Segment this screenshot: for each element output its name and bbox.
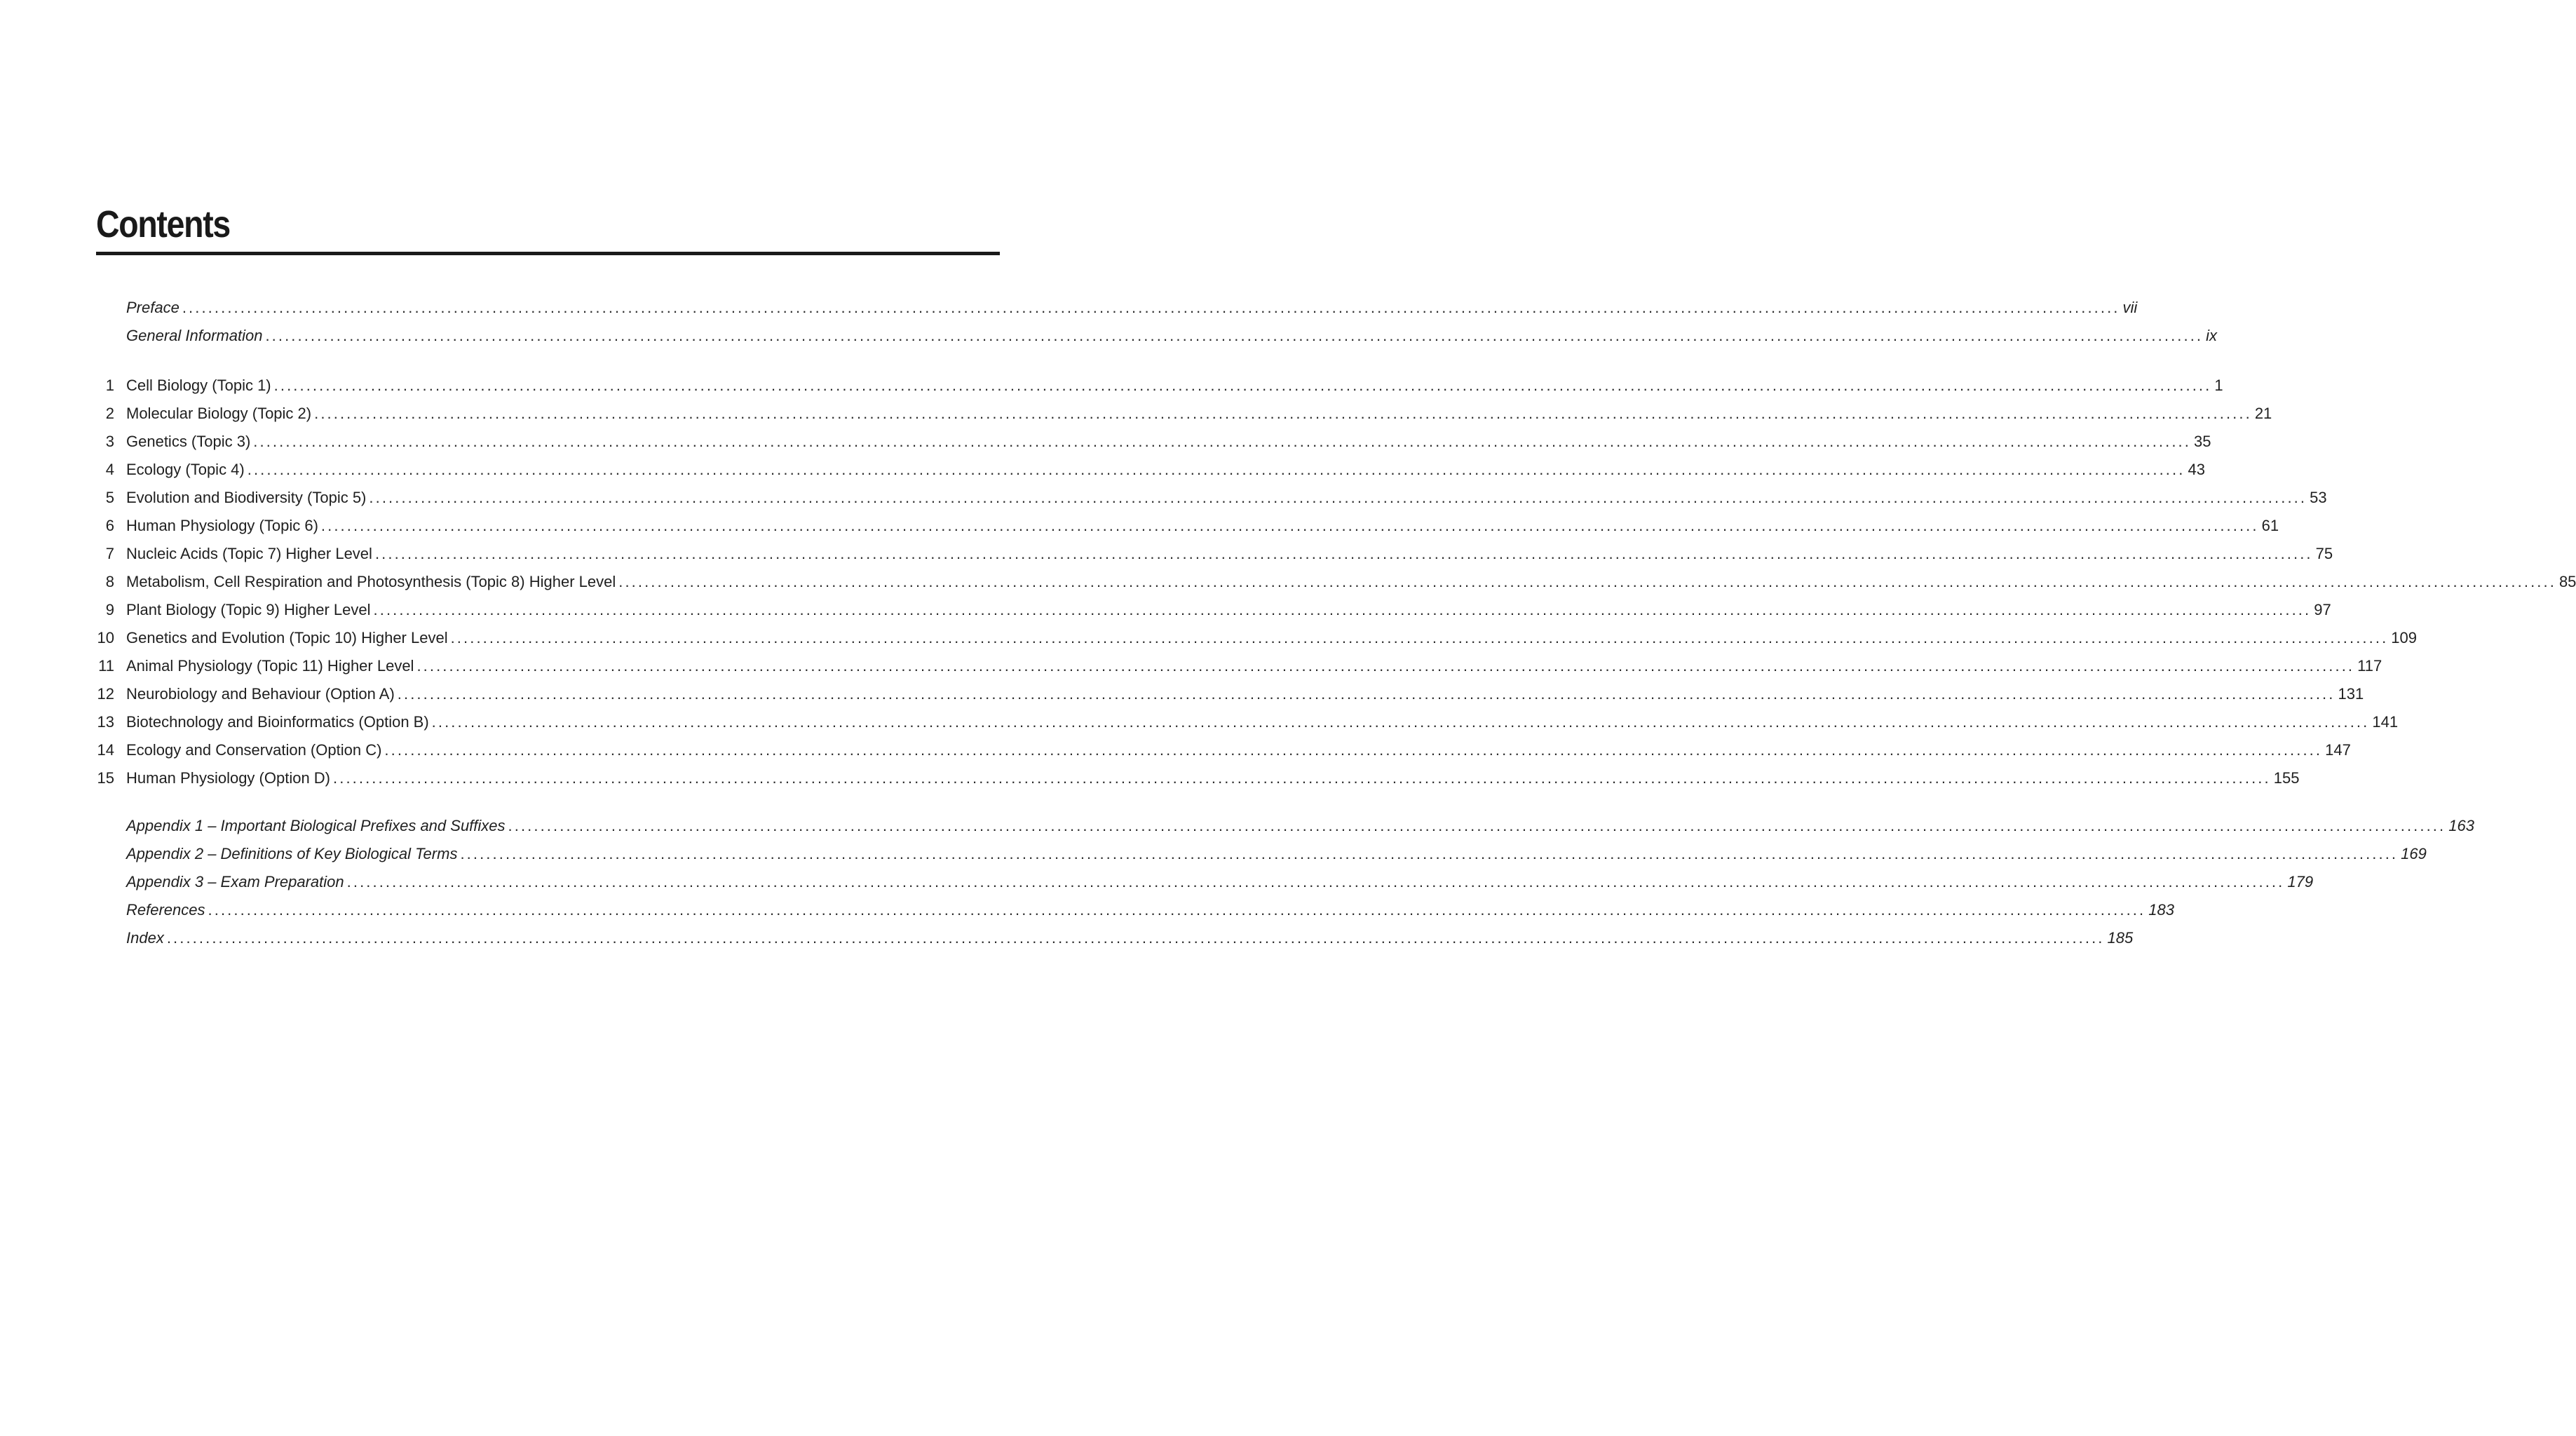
chapter-item[interactable] <box>96 456 2205 484</box>
toc-entry <box>126 322 2218 350</box>
chapter-item[interactable] <box>96 484 2327 512</box>
dot-leader: ............................................................................................................................................................................................................................................................................................................ <box>508 817 2446 834</box>
back-matter-item[interactable] <box>96 924 2134 952</box>
chapter-item[interactable] <box>96 680 2364 708</box>
dot-leader: ............................................................................................................................................................................................................................................................................................................ <box>431 713 2370 731</box>
entry-page-number: 117 <box>2357 657 2382 675</box>
entry-title: Plant Biology (Topic 9) Higher Level <box>126 601 371 618</box>
toc-entry <box>126 484 2327 512</box>
dot-leader: ............................................................................................................................................................................................................................................................................................................ <box>416 657 2355 675</box>
dot-leader: ............................................................................................................................................................................................................................................................................................................ <box>265 327 2204 344</box>
title-rule <box>96 252 1000 255</box>
chapter-number: 13 <box>97 713 114 731</box>
entry-page-number: 97 <box>2314 601 2331 618</box>
chapter-item[interactable] <box>96 652 2382 680</box>
toc-entry <box>126 596 2331 624</box>
chapter-item[interactable] <box>96 596 2331 624</box>
toc-entry <box>126 896 2174 924</box>
entry-title: Molecular Biology (Topic 2) <box>126 405 312 422</box>
dot-leader: ............................................................................................................................................................................................................................................................................................................ <box>182 299 2120 316</box>
toc-entry <box>126 812 2474 840</box>
dot-leader: ............................................................................................................................................................................................................................................................................................................ <box>314 405 2252 422</box>
entry-page-number: 179 <box>2287 873 2314 890</box>
dot-leader: ............................................................................................................................................................................................................................................................................................................ <box>369 489 2307 506</box>
dot-leader: ............................................................................................................................................................................................................................................................................................................ <box>384 741 2323 759</box>
toc-entry <box>126 764 2300 792</box>
chapter-item[interactable] <box>96 428 2211 456</box>
chapter-number: 8 <box>105 573 114 590</box>
entry-page-number: 147 <box>2325 741 2351 759</box>
toc-entry <box>126 708 2399 736</box>
entry-page-number: 141 <box>2372 713 2399 731</box>
chapter-number: 11 <box>98 657 114 675</box>
entry-page-number: 53 <box>2310 489 2327 506</box>
entry-title: Genetics (Topic 3) <box>126 433 251 450</box>
front-matter-list <box>96 294 2218 350</box>
toc-entry <box>126 652 2382 680</box>
toc-entry <box>126 400 2272 428</box>
chapter-number: 5 <box>105 489 114 506</box>
entry-title: Appendix 1 – Important Biological Prefixes and Suffixes <box>126 817 506 834</box>
front-matter-item[interactable] <box>96 322 2218 350</box>
chapter-number: 14 <box>97 741 114 759</box>
dot-leader: ............................................................................................................................................................................................................................................................................................................ <box>374 545 2313 562</box>
entry-page-number: 169 <box>2401 845 2427 862</box>
chapter-number: 10 <box>97 629 114 646</box>
entry-title: Ecology and Conservation (Option C) <box>126 741 382 759</box>
back-matter-item[interactable] <box>96 896 2174 924</box>
chapter-item[interactable] <box>96 512 2279 540</box>
chapter-item[interactable] <box>96 764 2300 792</box>
entry-title: Nucleic Acids (Topic 7) Higher Level <box>126 545 372 562</box>
entry-page-number: 43 <box>2188 461 2205 478</box>
dot-leader: ............................................................................................................................................................................................................................................................................................................ <box>460 845 2399 862</box>
entry-title: Genetics and Evolution (Topic 10) Higher Level <box>126 629 448 646</box>
chapter-number: 3 <box>105 433 114 450</box>
entry-page-number: 163 <box>2448 817 2474 834</box>
entry-title: Evolution and Biodiversity (Topic 5) <box>126 489 367 506</box>
dot-leader: ............................................................................................................................................................................................................................................................................................................ <box>450 629 2389 646</box>
front-matter-item[interactable] <box>96 294 2138 322</box>
entry-title: Animal Physiology (Topic 11) Higher Level <box>126 657 414 675</box>
chapter-item[interactable] <box>96 708 2399 736</box>
dot-leader: ............................................................................................................................................................................................................................................................................................................ <box>320 517 2259 534</box>
entry-title: Preface <box>126 299 179 316</box>
dot-leader: ............................................................................................................................................................................................................................................................................................................ <box>333 769 2271 787</box>
dot-leader: ............................................................................................................................................................................................................................................................................................................ <box>346 873 2285 890</box>
dot-leader: ............................................................................................................................................................................................................................................................................................................ <box>618 573 2556 590</box>
toc-entry <box>126 868 2314 896</box>
entry-page-number: 185 <box>2107 929 2134 947</box>
entry-title: Metabolism, Cell Respiration and Photosynthesis (Topic 8) Higher Level <box>126 573 616 590</box>
entry-title: Biotechnology and Bioinformatics (Option B) <box>126 713 429 731</box>
entry-title: Neurobiology and Behaviour (Option A) <box>126 685 395 703</box>
entry-title: References <box>126 901 205 919</box>
entry-title: Cell Biology (Topic 1) <box>126 377 271 394</box>
entry-page-number: 183 <box>2148 901 2174 919</box>
dot-leader: ............................................................................................................................................................................................................................................................................................................ <box>397 685 2336 703</box>
toc-entry <box>126 736 2351 764</box>
toc-entry <box>126 540 2333 568</box>
entry-page-number: 21 <box>2254 405 2272 422</box>
back-matter-item[interactable] <box>96 812 2474 840</box>
entry-page-number: 61 <box>2261 517 2279 534</box>
entry-page-number: 75 <box>2315 545 2333 562</box>
chapter-item[interactable] <box>96 372 2223 400</box>
entry-title: Ecology (Topic 4) <box>126 461 245 478</box>
chapter-number: 2 <box>105 405 114 422</box>
toc-entry <box>126 428 2211 456</box>
back-matter-item[interactable] <box>96 868 2314 896</box>
chapter-number: 4 <box>105 461 114 478</box>
entry-page-number: vii <box>2122 299 2138 316</box>
entry-page-number: ix <box>2206 327 2218 344</box>
chapter-list <box>96 372 2576 792</box>
dot-leader: ............................................................................................................................................................................................................................................................................................................ <box>253 433 2191 450</box>
chapter-number: 9 <box>105 601 114 618</box>
chapter-number: 6 <box>105 517 114 534</box>
toc-entry <box>126 372 2223 400</box>
chapter-number: 12 <box>97 685 114 703</box>
toc-entry <box>126 680 2364 708</box>
toc-entry <box>126 840 2427 868</box>
entry-title: Appendix 2 – Definitions of Key Biological Terms <box>126 845 458 862</box>
entry-page-number: 131 <box>2338 685 2364 703</box>
entry-page-number: 155 <box>2273 769 2300 787</box>
back-matter-list <box>96 812 2474 952</box>
chapter-item[interactable] <box>96 400 2272 428</box>
chapter-number: 15 <box>97 769 114 787</box>
chapter-item[interactable] <box>96 624 2418 652</box>
chapter-number: 7 <box>105 545 114 562</box>
entry-page-number: 85 <box>2558 573 2576 590</box>
dot-leader: ............................................................................................................................................................................................................................................................................................................ <box>247 461 2185 478</box>
dot-leader: ............................................................................................................................................................................................................................................................................................................ <box>273 377 2212 394</box>
toc-entry <box>126 512 2279 540</box>
page-title: Contents <box>96 203 230 245</box>
entry-title: Human Physiology (Topic 6) <box>126 517 318 534</box>
chapter-number: 1 <box>105 377 114 394</box>
dot-leader: ............................................................................................................................................................................................................................................................................................................ <box>373 601 2312 618</box>
entry-title: Human Physiology (Option D) <box>126 769 331 787</box>
toc-entry <box>126 624 2418 652</box>
chapter-item[interactable] <box>96 568 2576 596</box>
toc-entry <box>126 924 2134 952</box>
dot-leader: ............................................................................................................................................................................................................................................................................................................ <box>166 929 2105 947</box>
entry-title: Index <box>126 929 164 947</box>
entry-page-number: 1 <box>2214 377 2223 394</box>
entry-title: General Information <box>126 327 263 344</box>
toc-entry <box>126 568 2576 596</box>
dot-leader: ............................................................................................................................................................................................................................................................................................................ <box>208 901 2146 919</box>
toc-entry <box>126 294 2138 322</box>
chapter-item[interactable] <box>96 736 2351 764</box>
entry-title: Appendix 3 – Exam Preparation <box>126 873 344 890</box>
back-matter-item[interactable] <box>96 840 2427 868</box>
toc-entry <box>126 456 2205 484</box>
chapter-item[interactable] <box>96 540 2333 568</box>
entry-page-number: 109 <box>2391 629 2418 646</box>
entry-page-number: 35 <box>2194 433 2211 450</box>
